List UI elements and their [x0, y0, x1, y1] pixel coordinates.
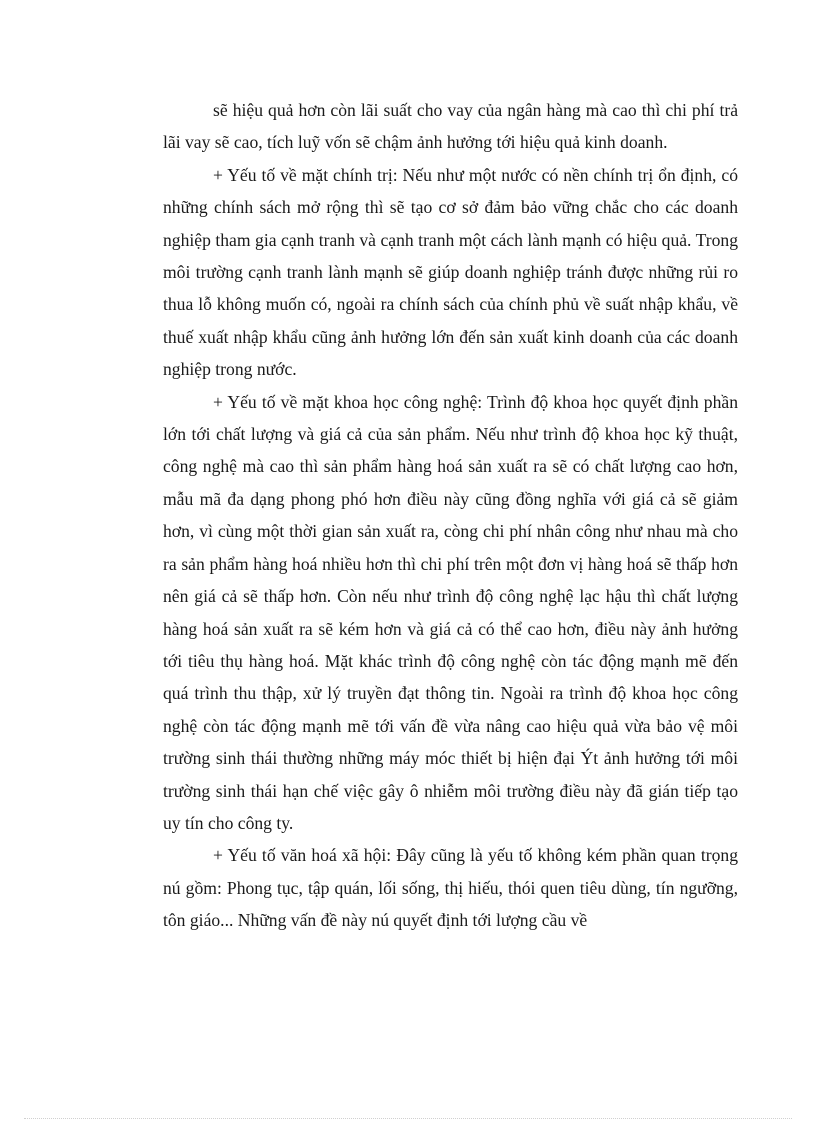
paragraph-political-factor: + Yếu tố về mặt chính trị: Nếu như một nước có nền chính trị ổn định, có những chính sách mở rộng thì sẽ tạo cơ sở đảm bảo vững chắc cho các doanh nghiệp tham gia cạnh tranh và cạnh tranh một cách lành mạnh có hiệu quả. Trong môi trường cạnh tranh lành mạnh sẽ giúp doanh nghiệp tránh được những rủi ro thua lỗ không muốn có, ngoài ra chính sách của chính phủ về suất nhập khẩu, về thuế xuất nhập khẩu cũng ảnh hưởng lớn đến sản xuất kinh doanh của các doanh nghiệp trong nước. — [163, 164, 738, 380]
document-body — [163, 94, 738, 937]
paragraph-cultural-factor: + Yếu tố văn hoá xã hội: Đây cũng là yếu tố không kém phần quan trọng nú gồm: Phong tục, tập quán, lối sống, thị hiếu, thói quen tiêu dùng, tín ngưỡng, tôn giáo... Những vấn đề này nú quyết định tới lượng cầu về — [163, 845, 738, 931]
paragraph-interest-rate: sẽ hiệu quả hơn còn lãi suất cho vay của ngân hàng mà cao thì chi phí trả lãi vay sẽ cao, tích luỹ vốn sẽ chậm ảnh hưởng tới hiệu quả kinh doanh. — [163, 100, 738, 153]
page-bottom-divider — [24, 1118, 792, 1119]
paragraph-technology-factor: + Yếu tố về mặt khoa học công nghệ: Trình độ khoa học quyết định phần lớn tới chất lượng và giá cả của sản phẩm. Nếu như trình độ khoa học kỹ thuật, công nghệ mà cao thì sản phẩm hàng hoá sản xuất ra sẽ có chất lượng cao hơn, mẫu mã đa dạng phong phó hơn điều này cũng đồng nghĩa với giá cả sẽ giảm hơn, vì cùng một thời gian sản xuất ra, còng chi phí nhân công như nhau mà cho ra sản phẩm hàng hoá nhiều hơn thì chi phí trên một đơn vị hàng hoá sẽ thấp hơn nên giá cả sẽ thấp hơn. Còn nếu như trình độ công nghệ lạc hậu thì chất lượng hàng hoá sản xuất ra sẽ kém hơn và giá cả có thể cao hơn, điều này ảnh hưởng tới tiêu thụ hàng hoá. Mặt khác trình độ công nghệ còn tác động mạnh mẽ đến quá trình thu thập, xử lý truyền đạt thông tin. Ngoài ra trình độ khoa học công nghệ còn tác động mạnh mẽ tới vấn đề vừa nâng cao hiệu quả vừa bảo vệ môi trường sinh thái thường những máy móc thiết bị hiện đại Ýt ảnh hưởng tới môi trường sinh thái hạn chế việc gây ô nhiễm môi trường điều này đã gián tiếp tạo uy tín cho công ty. — [163, 391, 738, 833]
